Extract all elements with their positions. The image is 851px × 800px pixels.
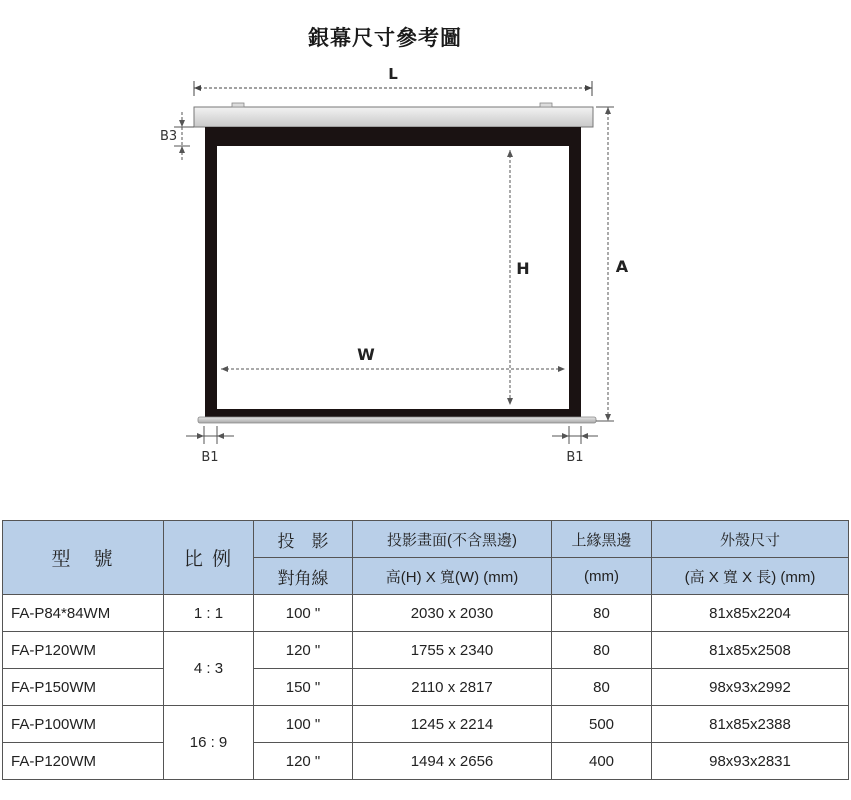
label-B1-left: B1 (201, 450, 219, 465)
header-image-line1: 投影畫面(不含黑邊) (353, 521, 552, 558)
cell-top-border: 80 (552, 669, 652, 706)
cell-ratio: 4 : 3 (164, 632, 254, 706)
cell-diagonal: 100 " (254, 595, 353, 632)
table-row (3, 669, 849, 706)
dimension-line-L (194, 81, 592, 96)
label-B1-right: B1 (566, 450, 584, 465)
label-W: W (357, 345, 375, 364)
cell-ratio: 16 : 9 (164, 706, 254, 780)
cell-diagonal: 120 " (254, 743, 353, 780)
cell-top-border: 80 (552, 595, 652, 632)
cell-top-border: 80 (552, 632, 652, 669)
header-image-line2: 高(H) X 寬(W) (mm) (353, 558, 552, 595)
label-L: L (388, 65, 398, 83)
spec-table (2, 520, 849, 780)
cell-model: FA-P120WM (3, 632, 164, 669)
dimension-line-B1-right (552, 426, 598, 444)
header-border-line1: 上緣黑邊 (552, 521, 652, 558)
cell-image-size: 2030 x 2030 (353, 595, 552, 632)
header-model: 型 號 (3, 521, 164, 595)
label-A: A (615, 257, 629, 276)
cell-case-size: 81x85x2388 (652, 706, 849, 743)
cell-model: FA-P100WM (3, 706, 164, 743)
diagram-title: 銀幕尺寸參考圖 (308, 26, 462, 50)
header-ratio: 比 例 (164, 521, 254, 595)
cell-case-size: 98x93x2992 (652, 669, 849, 706)
cell-diagonal: 150 " (254, 669, 353, 706)
header-case-line2: (高 X 寬 X 長) (mm) (652, 558, 849, 595)
cell-case-size: 81x85x2508 (652, 632, 849, 669)
cell-image-size: 1755 x 2340 (353, 632, 552, 669)
cell-image-size: 1494 x 2656 (353, 743, 552, 780)
cell-case-size: 81x85x2204 (652, 595, 849, 632)
cell-ratio: 1 : 1 (164, 595, 254, 632)
table-row (3, 706, 849, 743)
screen-case (194, 107, 593, 127)
header-border-line2: (mm) (552, 558, 652, 595)
screen-bottom-bar (198, 417, 596, 423)
header-diagonal-line1: 投 影 (254, 521, 353, 558)
dimension-line-A (596, 107, 614, 421)
cell-image-size: 2110 x 2817 (353, 669, 552, 706)
label-B3: B3 (160, 129, 178, 144)
dimension-line-B1-left (186, 426, 234, 444)
label-H: H (516, 259, 530, 278)
mount-bracket-left (232, 103, 244, 107)
header-diagonal-line2: 對角線 (254, 558, 353, 595)
cell-model: FA-P84*84WM (3, 595, 164, 632)
cell-top-border: 400 (552, 743, 652, 780)
cell-model: FA-P120WM (3, 743, 164, 780)
cell-top-border: 500 (552, 706, 652, 743)
table-row (3, 743, 849, 780)
header-case-line1: 外殼尺寸 (652, 521, 849, 558)
table-row (3, 595, 849, 632)
cell-model: FA-P150WM (3, 669, 164, 706)
cell-diagonal: 100 " (254, 706, 353, 743)
cell-diagonal: 120 " (254, 632, 353, 669)
cell-image-size: 1245 x 2214 (353, 706, 552, 743)
cell-case-size: 98x93x2831 (652, 743, 849, 780)
mount-bracket-right (540, 103, 552, 107)
table-row (3, 632, 849, 669)
